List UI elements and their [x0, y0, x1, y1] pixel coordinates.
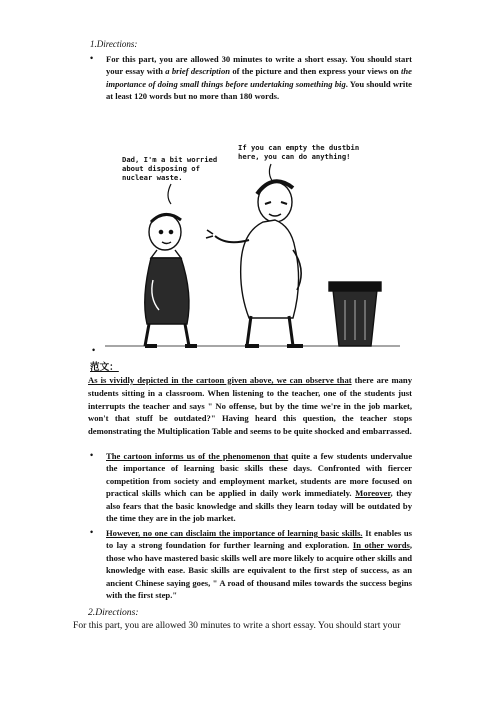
right-bubble-line-1: If you can empty the dustbin [238, 143, 360, 152]
cartoon-illustration [105, 140, 400, 351]
essay-item-3 [90, 527, 412, 601]
essay-item-2 [90, 450, 412, 524]
cartoon-image [105, 140, 400, 351]
left-bubble-line-3: nuclear waste. [122, 173, 183, 182]
essay-paragraph-1: As is vividly depicted in the cartoon given above, we can observe that there are many students sitting in a classroom. When listening to the teacher, one of the students just interrupts the teacher and says " No offense, but by the time we're in the job market, won't that stuff be outdated?" Having heard this question, the teacher stops demonstrating the Multiplication Table and seems to be quite shocked and embarrassed. [88, 375, 412, 437]
instruction-item [90, 53, 412, 103]
instruction-text: For this part, you are allowed 30 minutes to write a short essay. You should start your essay with a brief description of the picture and then express your views on the importance of doing small things before undertaking something big. You should write at least 120 words but no more than 180 words. [106, 54, 412, 102]
lone-bullet: • [92, 345, 96, 355]
section2-title: 2.Directions: [88, 607, 139, 618]
left-bubble-line-2: about disposing of [122, 164, 200, 173]
bullet-glyph: • [90, 450, 94, 460]
bullet-glyph: • [90, 53, 94, 63]
essay-paragraph-2: The cartoon informs us of the phenomenon that quite a few students undervalue the importance of learning basic skills these days. Confronted with fiercer competition from society and employment market, students are more focused on practical skills which can be applied in daily work immediately. Moreover, they also fears that the basic knowledge and skills they learn today will be outdated by the time they are in the job market. [106, 451, 413, 524]
essay-paragraph-3: However, no one can disclaim the importance of learning basic skills. It enables us to lay a strong foundation for further learning and exploration. In other words, those who have mastered basic skills well are more likely to acquire other skills and knowledge with ease. Basic skills are equivalent to the first step of success, as an ancient Chinese saying goes, " A road of thousand miles towards the success begins with the first step." [106, 528, 412, 601]
right-bubble-line-2: here, you can do anything! [238, 152, 351, 161]
section1-title: 1.Directions: [90, 39, 138, 49]
left-bubble-line-1: Dad, I'm a bit worried [122, 155, 218, 164]
bullet-glyph: • [90, 527, 94, 537]
essay-heading: 范文： [90, 362, 119, 373]
section2-first-line: For this part, you are allowed 30 minutes to write a short essay. You should start your [73, 620, 401, 631]
